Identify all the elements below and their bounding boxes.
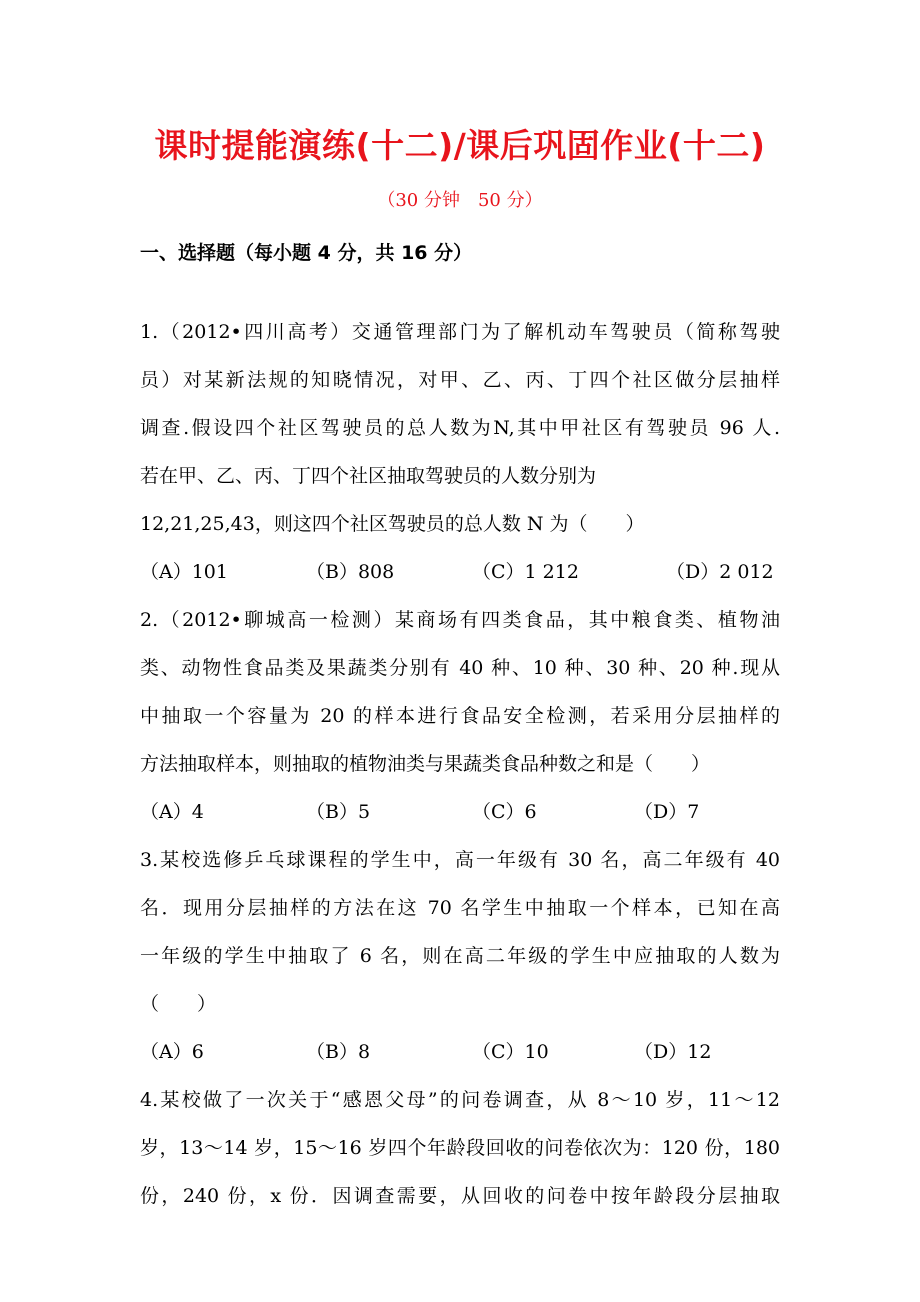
option-c: （C）10 (472, 1041, 549, 1063)
question-3-options (140, 1037, 780, 1061)
question-3-line: 名．现用分层抽样的方法在这 70 名学生中抽取一个样本，已知在高 (140, 897, 780, 919)
question-3-line: 3.某校选修乒乓球课程的学生中，高一年级有 30 名，高二年级有 40 (140, 849, 780, 871)
option-b: （B）808 (306, 561, 395, 583)
question-1-line: 1.（2012•四川高考）交通管理部门为了解机动车驾驶员（简称驾驶 (140, 321, 780, 343)
question-3-line: 一年级的学生中抽取了 6 名，则在高二年级的学生中应抽取的人数为 (140, 945, 780, 967)
option-c: （C）1 212 (472, 561, 579, 583)
option-c: （C）6 (472, 801, 537, 823)
question-1-options (140, 557, 780, 581)
question-2-line: 方法抽取样本，则抽取的植物油类与果蔬类食品种数之和是（ ） (140, 753, 711, 775)
section-heading: 一、选择题（每小题 4 分，共 16 分） (140, 242, 473, 264)
question-1-line: 12,21,25,43，则这四个社区驾驶员的总人数 N 为（ ） (140, 513, 645, 535)
option-b: （B）8 (306, 1041, 371, 1063)
question-4-line: 岁，13～14 岁，15～16 岁四个年龄段回收的问卷依次为：120 份，180 (140, 1137, 780, 1159)
option-b: （B）5 (306, 801, 371, 823)
page-title: 课时提能演练(十二)/课后巩固作业(十二) (154, 126, 766, 165)
question-2-options (140, 797, 780, 821)
option-d: （D）7 (634, 801, 700, 823)
question-2-line: 类、动物性食品类及果蔬类分别有 40 种、10 种、30 种、20 种.现从 (140, 657, 780, 679)
question-1-line: 若在甲、乙、丙、丁四个社区抽取驾驶员的人数分别为 (140, 465, 597, 487)
option-d: （D）12 (634, 1041, 712, 1063)
question-1-line: 员）对某新法规的知晓情况，对甲、乙、丙、丁四个社区做分层抽样 (140, 369, 780, 391)
time-score-subtitle: （30 分钟 50 分） (377, 190, 543, 211)
question-2-line: 2.（2012•聊城高一检测）某商场有四类食品，其中粮食类、植物油 (140, 609, 780, 631)
question-4-line: 份，240 份，x 份．因调查需要，从回收的问卷中按年龄段分层抽取 (140, 1185, 780, 1207)
option-a: （A）4 (140, 801, 204, 823)
question-4-line: 4.某校做了一次关于“感恩父母”的问卷调查，从 8～10 岁，11～12 (140, 1089, 780, 1111)
option-d: （D）2 012 (666, 561, 774, 583)
question-2-line: 中抽取一个容量为 20 的样本进行食品安全检测，若采用分层抽样的 (140, 705, 780, 727)
question-3-line: （ ） (140, 993, 217, 1015)
option-a: （A）101 (140, 561, 228, 583)
option-a: （A）6 (140, 1041, 204, 1063)
question-1-line: 调查.假设四个社区驾驶员的总人数为N,其中甲社区有驾驶员 96 人. (140, 417, 780, 439)
